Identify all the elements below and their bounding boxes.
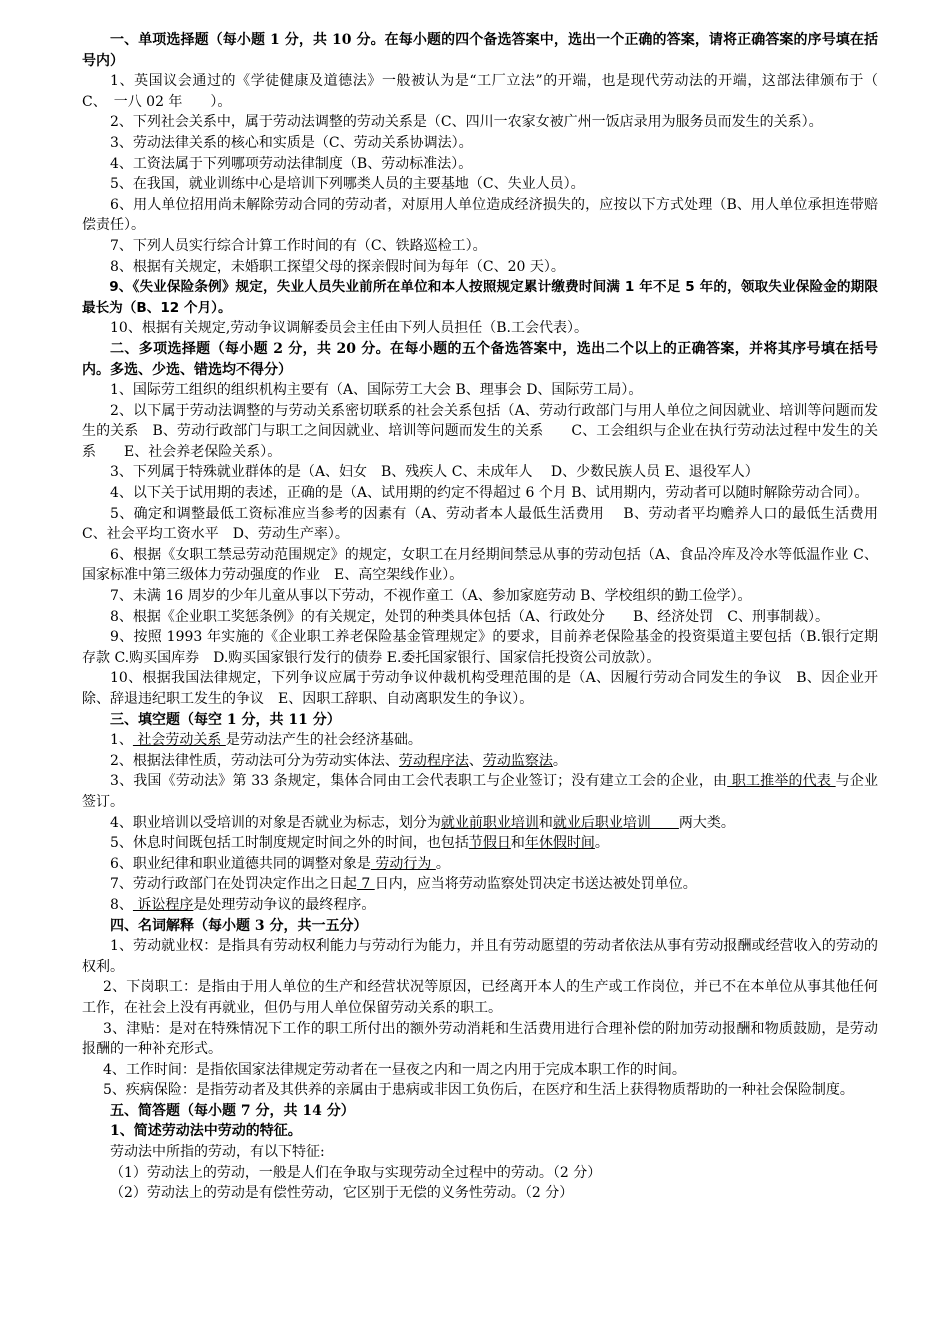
s3-q6-suffix: 。: [435, 855, 450, 872]
s4-term-1: 1、劳动就业权：是指具有劳动权利能力与劳动行为能力，并且有劳动愿望的劳动者依法从事有劳动报酬或经营收入的劳动的权利。: [82, 938, 878, 975]
s1-question-8: 8、根据有关规定，未婚职工探望父母的探亲假时间为每年（C、20 天）。: [110, 258, 565, 275]
s3-q4-mid: 和: [538, 814, 553, 831]
s3-question-3: [82, 771, 878, 812]
s1-question-5: 5、在我国，就业训练中心是培训下列哪类人员的主要基地（C、失业人员）。: [110, 176, 585, 193]
section1-heading: 一、单项选择题（每小题 1 分，共 10 分。在每小题的四个备选答案中，选出一个正确的答案，请将正确答案的序号填在括号内）: [82, 32, 878, 69]
s2-question-7: 7、未满 16 周岁的少年儿童从事以下劳动，不视作童工（A、参加家庭劳动 B、学校组织的勤工俭学）。: [110, 588, 752, 605]
s2-question-4: 4、以下关于试用期的表述，正确的是（A、试用期的约定不得超过 6 个月 B、试用期内，劳动者可以随时解除劳动合同）。: [110, 485, 869, 502]
s2-question-2: 2、以下属于劳动法调整的与劳动关系密切联系的社会关系包括（A、劳动行政部门与用人单位之间因就业、培训等问题而发生的关系 B、劳动行政部门与职工之间因就业、培训等问题而发生的关系 C、工会组织与企业在执行劳动法过程中发生的关系 E、社会养老保险关系）。: [82, 402, 878, 460]
s3-q3-prefix: 3、我国《劳动法》第 33 条规定，集体合同由工会代表职工与企业签订；没有建立工会的企业，由: [110, 773, 728, 790]
s1-question-7: 7、下列人员实行综合计算工作时间的有（C、铁路巡检工）。: [110, 237, 487, 254]
s3-q4-prefix: 4、职业培训以受培训的对象是否就业为标志，划分为: [110, 814, 441, 831]
s2-question-6: 6、根据《女职工禁忌劳动范围规定》的规定，女职工在月经期间禁忌从事的劳动包括（A、食品冷库及冷水等低温作业 C、国家标准中第三级体力劳动强度的作业 E、高空架线作业）。: [82, 546, 878, 584]
s3-q2-suffix: 。: [552, 752, 567, 769]
s3-q2-mid: 、: [468, 752, 483, 769]
s3-q8-prefix: 8、: [110, 896, 133, 913]
s1-question-6: 6、用人单位招用尚未解除劳动合同的劳动者，对原用人单位造成经济损失的，应按以下方式处理（B、用人单位承担连带赔偿责任）。: [82, 196, 878, 234]
s4-term-5: 5、疾病保险：是指劳动者及其供养的亲属由于患病或非因工负伤后，在医疗和生活上获得物质帮助的一种社会保险制度。: [103, 1082, 854, 1099]
section4-heading: 四、名词解释（每小题 3 分，共一五分）: [110, 917, 368, 934]
s3-question-1: [82, 730, 878, 751]
section3-heading: 三、填空题（每空 1 分，共 11 分）: [110, 711, 341, 728]
s3-q2-answer-1: 劳动程序法: [398, 752, 469, 769]
s5-question-1-title: 1、简述劳动法中劳动的特征。: [110, 1123, 302, 1140]
s3-q5-prefix: 5、休息时间既包括工时制度规定时间之外的时间，也包括: [110, 835, 469, 852]
s4-term-4: 4、工作时间：是指依国家法律规定劳动者在一昼夜之内和一周之内用于完成本职工作的时间。: [103, 1061, 686, 1078]
s3-q5-suffix: 。: [594, 835, 609, 852]
s2-question-5: 5、确定和调整最低工资标准应当参考的因素有（A、劳动者本人最低生活费用 B、劳动者平均赡养人口的最低生活费用 C、社会平均工资水平 D、劳动生产率）。: [82, 505, 878, 543]
s3-q8-answer: 诉讼程序: [132, 896, 194, 913]
s4-term-3: 3、津贴：是对在特殊情况下工作的职工所付出的额外劳动消耗和生活费用进行合理补偿的附加劳动报酬和物质鼓励，是劳动报酬的一种补充形式。: [82, 1020, 878, 1058]
s4-term-2: 2、下岗职工：是指由于用人单位的生产和经营状况等原因，已经离开本人的生产或工作岗位，并已不在本单位从事其他任何工作，在社会上没有再就业，但仍与用人单位保留劳动关系的职工。: [82, 979, 878, 1016]
s3-q2-prefix: 2、根据法律性质，劳动法可分为劳动实体法、: [110, 752, 399, 769]
s3-question-6: [82, 854, 878, 875]
s5-q1-intro: 劳动法中所指的劳动，有以下特征:: [110, 1144, 325, 1161]
s1-question-4: 4、工资法属于下列哪项劳动法律制度（B、劳动标准法）。: [110, 155, 473, 172]
s5-q1-point-1: （1）劳动法上的劳动，一般是人们在争取与实现劳动全过程中的劳动。（2 分）: [110, 1164, 602, 1181]
s2-question-8: 8、根据《企业职工奖惩条例》的有关规定，处罚的种类具体包括（A、行政处分 B、经济处罚 C、刑事制裁）。: [110, 608, 830, 625]
s3-q6-prefix: 6、职业纪律和职业道德共同的调整对象是: [110, 855, 371, 872]
s2-question-1: 1、国际劳工组织的组织机构主要有（A、国际劳工大会 B、理事会 D、国际劳工局）。: [110, 382, 643, 399]
s1-question-9: 9、《失业保险条例》规定，失业人员失业前所在单位和本人按照规定累计缴费时间满 1 年不足 5 年的，领取失业保险金的期限最长为（B、12 个月）。: [82, 279, 878, 316]
s2-question-9: 9、按照 1993 年实施的《企业职工养老保险基金管理规定》的要求，目前养老保险基金的投资渠道主要包括（B.银行定期存款 C.购买国库券 D.购买国家银行发行的债券 E.委托国家银行、国家信托投资公司放款）。: [82, 629, 878, 666]
s3-question-2: [82, 751, 878, 772]
s3-q5-answer-1: 节假日: [468, 835, 511, 852]
s3-q1-answer: 社会劳动关系: [132, 732, 226, 749]
s3-q1-prefix: 1、: [110, 732, 133, 749]
s3-q4-answer-2: 就业后职业培训: [552, 814, 679, 831]
section2-heading: 二、多项选择题（每小题 2 分，共 20 分。在每小题的五个备选答案中，选出二个以上的正确答案，并将其序号填在括号内。多选、少选、错选均不得分）: [82, 340, 878, 378]
s3-q2-answer-2: 劳动监察法: [482, 752, 553, 769]
s3-q4-suffix: 两大类。: [678, 814, 735, 831]
s1-question-3: 3、劳动法律关系的核心和实质是（C、劳动关系协调法）。: [110, 134, 473, 151]
s3-question-5: [82, 833, 878, 854]
s1-question-2: 2、下列社会关系中，属于劳动法调整的劳动关系是（C、四川一农家女被广州一饭店录用为服务员而发生的关系）。: [110, 114, 823, 131]
s3-q5-mid: 和: [510, 835, 525, 852]
s3-q7-prefix: 7、劳动行政部门在处罚决定作出之日起: [110, 876, 357, 893]
s3-q8-suffix: 是处理劳动争议的最终程序。: [193, 896, 376, 913]
s5-q1-point-2: （2）劳动法上的劳动是有偿性劳动，它区别于无偿的义务性劳动。（2 分）: [110, 1185, 574, 1202]
s3-q7-suffix: 日内，应当将劳动监察处罚决定书送达被处罚单位。: [374, 876, 697, 893]
s1-question-10: 10、根据有关规定,劳动争议调解委员会主任由下列人员担任（B.工会代表）。: [110, 320, 589, 337]
s3-question-8: [82, 895, 878, 916]
section5-heading: 五、简答题（每小题 7 分，共 14 分）: [110, 1102, 355, 1119]
s3-q1-suffix: 是劳动法产生的社会经济基础。: [225, 732, 422, 749]
s3-q7-answer: 7: [356, 876, 375, 893]
s3-question-4: [82, 813, 878, 834]
s3-q3-suffix: 与企业签订。: [82, 773, 879, 810]
s3-q5-answer-2: 年休假时间: [524, 835, 595, 852]
s1-question-1: 1、英国议会通过的《学徒健康及道德法》一般被认为是“工厂立法”的开端，也是现代劳动法的开端，这部法律颁布于（ C、 一八 02 年 ）。: [82, 73, 897, 110]
s2-question-3: 3、下列属于特殊就业群体的是（A、妇女 B、残疾人 C、未成年人 D、少数民族人员 E、退役军人）: [110, 464, 759, 481]
s3-q3-answer: 职工推举的代表: [727, 773, 836, 790]
s3-q6-answer: 劳动行为: [370, 855, 436, 872]
s3-q4-answer-1: 就业前职业培训: [440, 814, 539, 831]
s3-question-7: [82, 874, 878, 895]
s2-question-10: 10、根据我国法律规定，下列争议应属于劳动争议仲裁机构受理范围的是（A、因履行劳动合同发生的争议 B、因企业开除、辞退违纪职工发生的争议 E、因职工辞职、自动离职发生的争议）。: [82, 670, 878, 707]
